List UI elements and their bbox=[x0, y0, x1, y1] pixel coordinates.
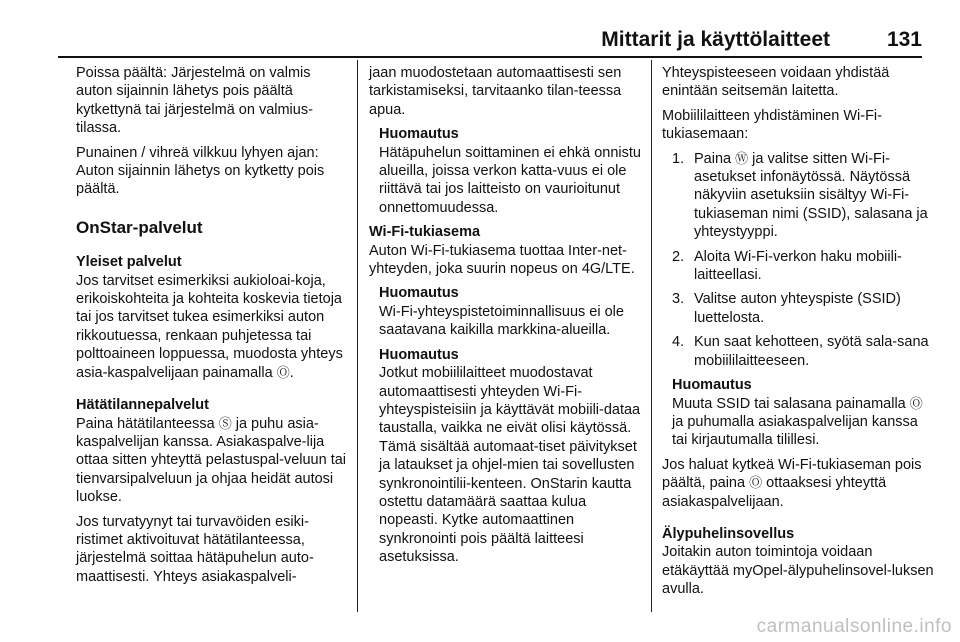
step-text bbox=[694, 150, 934, 242]
text-span: ja valitse sitten Wi-Fi-asetukset infonäytössä. Näytössä näkyviin asetuksiin sisältyy Wi-Fi-tukiaseman nimi (SSID), salasana ja yhteystyyppi. bbox=[694, 150, 928, 241]
step-text: Kun saat kehotteen, syötä sala-sana mobiililaitteeseen. bbox=[694, 334, 929, 369]
paragraph: Joitakin auton toimintoja voidaan etäkäyttää myOpel-älypuhelinsovel-luksen avulla. bbox=[662, 544, 934, 598]
column-divider bbox=[357, 60, 358, 612]
step-number: 1. bbox=[672, 150, 685, 167]
sub-heading: Wi-Fi-tukiasema bbox=[369, 224, 481, 241]
text-span: Jos tarvitset esimerkiksi aukioloai-koja, erikoiskohteita ja kohteita koskevia tietoja tai jos tarvitset tukea esimerkiksi auton rikkoutuessa, renkaan puhjetessa tai polttoaineen loppuessa, muodosta yhteys asia-kaspalvelijaan painamalla bbox=[76, 272, 343, 381]
text-span: Paina hätätilanteessa bbox=[76, 415, 215, 432]
note-title: Huomautus bbox=[379, 126, 459, 143]
text-span: ja puhumalla asiakaspalvelijan kanssa tai kirjautumalla tilillesi. bbox=[672, 413, 918, 449]
step-number: 4. bbox=[672, 334, 685, 351]
paragraph: Punainen / vihreä vilkkuu lyhyen ajan: Auton sijainnin lähetys on kytketty pois päältä. bbox=[76, 144, 325, 198]
paragraph: Mobiililaitteen yhdistäminen Wi-Fi-tukiasemaan: bbox=[662, 107, 882, 143]
sub-heading: Älypuhelinsovellus bbox=[662, 525, 795, 542]
page-header bbox=[58, 26, 922, 58]
paragraph bbox=[76, 272, 348, 382]
note-title: Huomautus bbox=[379, 285, 459, 302]
note-text: Jotkut mobiililaitteet muodostavat automaattisesti yhteyden Wi-Fi-yhteyspisteisiin ja käyttävät mobiili-dataa taustalla, vaikka ne eivät olisi käytössä. Tämä sisältää automaat-tiset päivitykset ja lataukset ja ohjel-mien tai sovellusten synkronointilii-kenteen. OnStarin kautta ostettu datamäärä saattaa kulua nopeasti. Kytke automaattinen synkronointi pois päältä laitteesi asetuksissa. bbox=[379, 365, 641, 566]
paragraph: Auton Wi-Fi-tukiasema tuottaa Inter-net-yhteyden, joka suurin nopeus on 4G/LTE. bbox=[369, 242, 635, 278]
text-span: Muuta SSID tai salasana painamalla bbox=[672, 395, 906, 412]
note-title: Huomautus bbox=[379, 346, 459, 363]
paragraph: Poissa päältä: Järjestelmä on valmis auton sijainnin lähetys pois päältä kytkettynä tai järjestelmä on valmius-tilassa. bbox=[76, 65, 313, 137]
onstar-icon: Ⓞ bbox=[909, 395, 923, 411]
note-text: Hätäpuhelun soittaminen ei ehkä onnistu alueilla, joissa verkon katta-vuus ei ole riittävä tai jos laitteisto on vaurioitunut onnettomuudessa. bbox=[379, 144, 641, 216]
step-number: 2. bbox=[672, 248, 685, 265]
paragraph bbox=[76, 415, 348, 507]
step-text: Aloita Wi-Fi-verkon haku mobiili-laitteellasi. bbox=[694, 248, 902, 284]
text-span: Jos haluat kytkeä Wi-Fi-tukiaseman pois päältä, paina bbox=[662, 456, 922, 492]
sub-heading: Hätätilannepalvelut bbox=[76, 397, 209, 414]
sos-icon: Ⓢ bbox=[218, 415, 232, 431]
section-heading: OnStar-palvelut bbox=[76, 217, 203, 237]
text-span: . bbox=[289, 364, 294, 381]
paragraph: jaan muodostetaan automaattisesti sen tarkistamiseksi, tarvitaanko tilan-teessa apua. bbox=[369, 65, 622, 118]
column-3 bbox=[662, 64, 934, 605]
note bbox=[662, 376, 934, 450]
list-item bbox=[662, 333, 934, 370]
page-number: 131 bbox=[886, 28, 922, 51]
list-item bbox=[662, 290, 934, 327]
text-span: ja puhu asia-kaspalvelijan kanssa. Asiakaspalve-lija ottaa sitten yhteyttä pelastuspal-veluun tai tienvarsipalveluun ja ohjaa heidät autosi luokse. bbox=[76, 415, 347, 506]
column-1 bbox=[76, 64, 348, 592]
list-item bbox=[662, 248, 934, 285]
watermark: carmanualsonline.info bbox=[756, 616, 952, 637]
note bbox=[369, 346, 641, 567]
list-item bbox=[662, 150, 934, 242]
onstar-icon: Ⓞ bbox=[276, 364, 290, 380]
steps-list bbox=[662, 150, 934, 370]
paragraph: Jos turvatyynyt tai turvavöiden esiki-ristimet aktivoituvat hätätilanteessa, järjestelmä soittaa hätäpuhelun auto-maattisesti. Yhteys asiakaspalveli- bbox=[76, 513, 314, 585]
note-title: Huomautus bbox=[672, 377, 752, 394]
column-2 bbox=[369, 64, 641, 573]
column-divider bbox=[651, 60, 652, 612]
note bbox=[369, 125, 641, 217]
paragraph: Yhteyspisteeseen voidaan yhdistää enintään seitsemän laitetta. bbox=[662, 65, 890, 100]
text-span: Paina bbox=[694, 150, 732, 167]
wifi-icon: Ⓦ bbox=[735, 150, 749, 166]
text-span: ottaaksesi yhteyttä asiakaspalvelijaan. bbox=[662, 475, 887, 510]
note-text bbox=[672, 395, 934, 450]
sub-heading: Yleiset palvelut bbox=[76, 254, 182, 271]
note bbox=[369, 284, 641, 339]
note-text: Wi-Fi-yhteyspistetoiminnallisuus ei ole saatavana kaikilla markkina-alueilla. bbox=[379, 303, 624, 339]
step-number: 3. bbox=[672, 291, 685, 308]
paragraph bbox=[662, 456, 934, 511]
step-text: Valitse auton yhteyspiste (SSID) luettelosta. bbox=[694, 291, 901, 326]
onstar-icon: Ⓞ bbox=[749, 475, 763, 491]
page-title: Mittarit ja käyttölaitteet bbox=[601, 28, 830, 51]
